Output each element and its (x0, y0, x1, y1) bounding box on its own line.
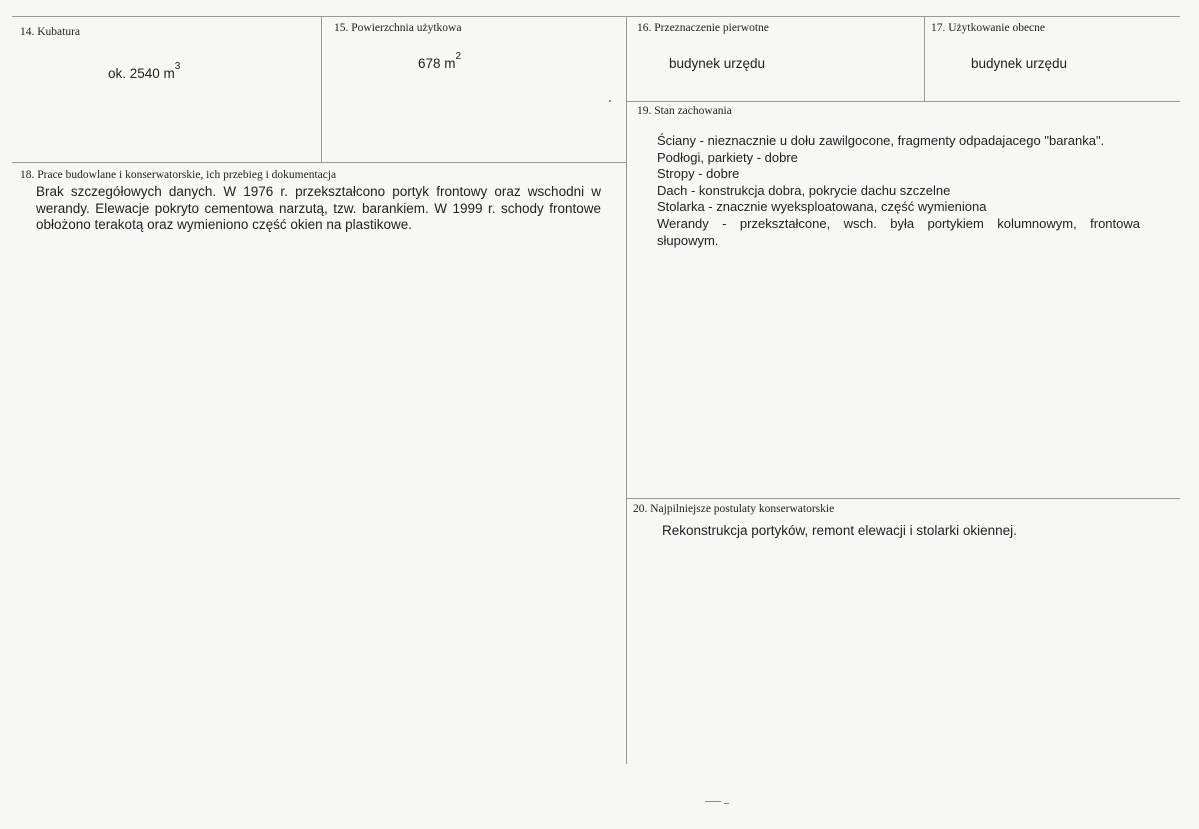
line-above-20 (626, 498, 1180, 499)
kubatura-label: 14. Kubatura (20, 26, 81, 38)
kubatura-value-text: ok. 2540 m (108, 66, 175, 81)
prace-label: 18. Prace budowlane i konserwatorskie, ich przebieg i dokumentacja (20, 169, 337, 181)
prace-line: Brak szczegółowych danych. W 1976 r. przekształcono portyk frontowy oraz wschodni w (36, 184, 601, 199)
prace-line: obłożono terakotą oraz wymieniono część okien na plastikowe. (36, 217, 412, 232)
stan-line: Ściany - nieznacznie u dołu zawilgocone, fragmenty odpadajacego "baranka". (657, 133, 1105, 148)
stan-line: Stolarka - znacznie wyeksploatowana, część wymieniona (657, 199, 987, 215)
prace-line: werandy. Elewacje pokryto cementowa narzutą, tzw. barankiem. W 1999 r. schody frontowe (36, 200, 601, 216)
uzytkowanie-label: 17. Użytkowanie obecne (931, 22, 1046, 34)
uzytkowanie-value: budynek urzędu (971, 56, 1068, 71)
kubatura-value (108, 61, 181, 81)
divider-16-17 (924, 16, 925, 101)
line-above-18 (12, 162, 626, 163)
kubatura-unit-exponent: 3 (174, 61, 181, 72)
prace-text (36, 184, 601, 234)
postulaty-label: 20. Najpilniejsze postulaty konserwatorskie (633, 503, 835, 515)
przeznaczenie-label: 16. Przeznaczenie pierwotne (637, 22, 769, 34)
divider-14-15 (321, 16, 322, 162)
stan-label: 19. Stan zachowania (637, 105, 732, 117)
scan-mark (609, 100, 611, 102)
stan-line: Podłogi, parkiety - dobre (657, 149, 798, 165)
stan-line: słupowym. (657, 232, 719, 248)
powierzchnia-value-text: 678 m (418, 56, 456, 71)
postulaty-value: Rekonstrukcja portyków, remont elewacji i stolarki okiennej. (662, 523, 1017, 538)
line-under-16-17 (626, 101, 1180, 102)
stan-list (657, 133, 1140, 249)
powierzchnia-unit-exponent: 2 (455, 51, 462, 62)
stan-line: Stropy - dobre (657, 166, 740, 182)
top-border-line (12, 16, 1180, 17)
scan-mark (705, 801, 721, 802)
powierzchnia-value (418, 51, 462, 71)
center-divider (626, 16, 627, 764)
przeznaczenie-value: budynek urzędu (669, 56, 766, 71)
powierzchnia-label: 15. Powierzchnia użytkowa (334, 22, 462, 34)
scan-mark (724, 803, 729, 804)
stan-line: Dach - konstrukcja dobra, pokrycie dachu szczelne (657, 182, 951, 198)
stan-line: Werandy - przekształcone, wsch. była portykiem kolumnowym, frontowa (657, 215, 1140, 231)
